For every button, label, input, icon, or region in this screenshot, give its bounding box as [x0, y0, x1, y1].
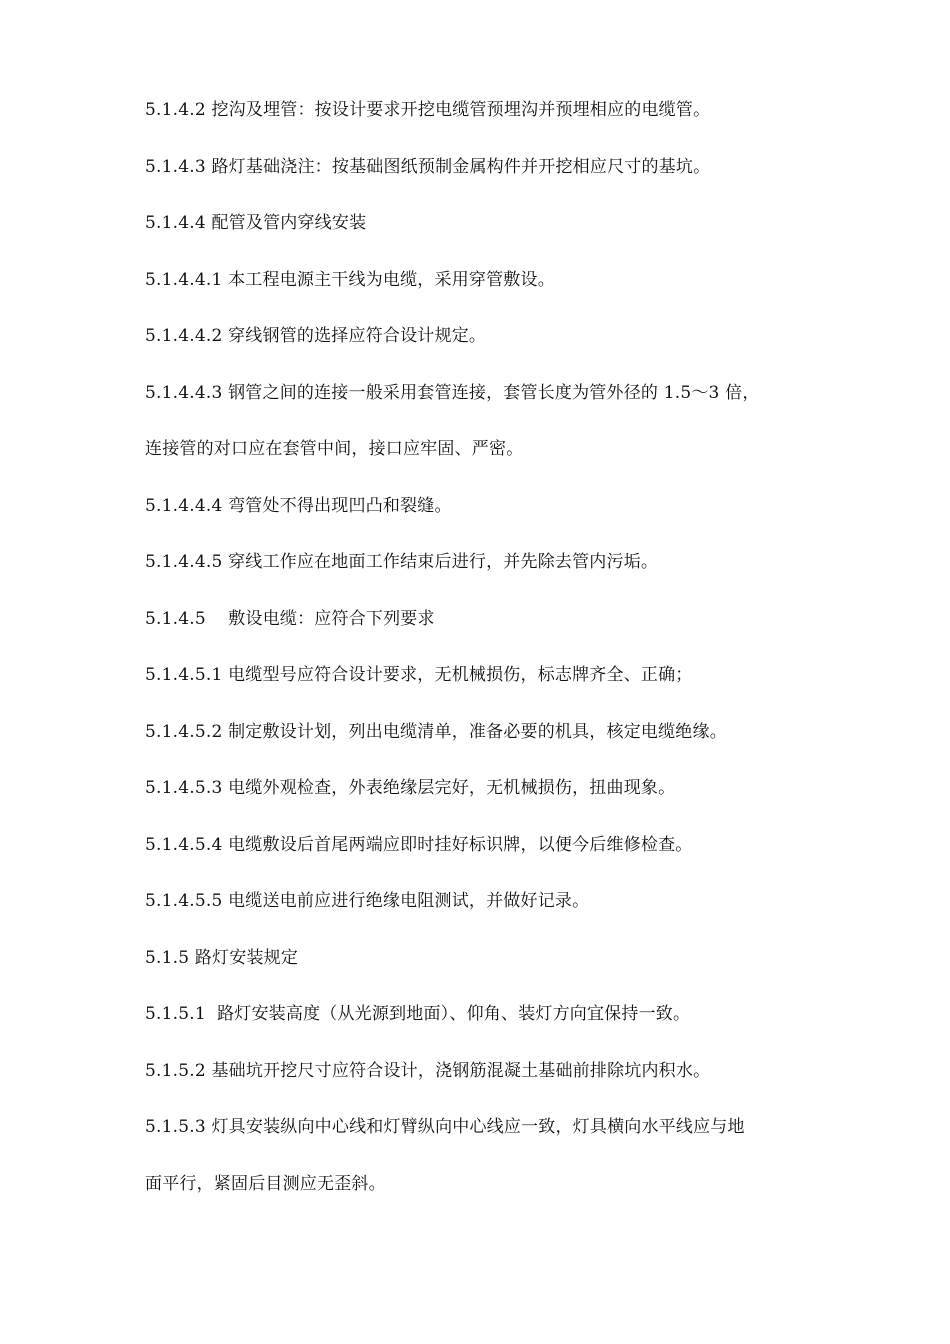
text-line-5-1-4-5-5: 5.1.4.5.5 电缆送电前应进行绝缘电阻测试，并做好记录。: [145, 891, 590, 911]
text-line-5-1-5-1: 5.1.5.1 路灯安装高度（从光源到地面）、仰角、装灯方向宜保持一致。: [145, 1004, 691, 1024]
heading-5-1-5: 5.1.5 路灯安装规定: [145, 947, 299, 968]
document-body: [145, 96, 815, 1226]
text-line-5-1-5-3: 5.1.5.3 灯具安装纵向中心线和灯臂纵向中心线应一致，灯具横向水平线应与地: [145, 1117, 745, 1137]
text-line-5-1-4-3: 5.1.4.3 路灯基础浇注：按基础图纸预制金属构件并开挖相应尺寸的基坑。: [145, 156, 711, 177]
text-line-5-1-4-4-4: 5.1.4.4.4 弯管处不得出现凹凸和裂缝。: [145, 495, 452, 516]
text-line-5-1-4-2: 5.1.4.2 挖沟及埋管：按设计要求开挖电缆管预埋沟并预埋相应的电缆管。: [145, 100, 711, 120]
text-line-5-1-4-4-2: 5.1.4.4.2 穿线钢管的选择应符合设计规定。: [145, 326, 487, 346]
text-line-5-1-4-4-5: 5.1.4.4.5 穿线工作应在地面工作结束后进行，并先除去管内污垢。: [145, 552, 659, 572]
text-line-5-1-4-5-4: 5.1.4.5.4 电缆敷设后首尾两端应即时挂好标识牌，以便今后维修检查。: [145, 834, 693, 855]
text-line-5-1-5-2: 5.1.5.2 基础坑开挖尺寸应符合设计，浇钢筋混凝土基础前排除坑内积水。: [145, 1060, 711, 1081]
text-line-5-1-4-4-3: 5.1.4.4.3 钢管之间的连接一般采用套管连接，套管长度为管外径的 1.5～3 倍，: [145, 382, 760, 403]
heading-5-1-4-5: 5.1.4.5 敷设电缆：应符合下列要求: [145, 608, 435, 629]
text-line-5-1-4-5-2: 5.1.4.5.2 制定敷设计划，列出电缆清单，准备必要的机具，核定电缆绝缘。: [145, 721, 727, 742]
text-line-5-1-4-5-1: 5.1.4.5.1 电缆型号应符合设计要求，无机械损伤，标志牌齐全、正确；: [145, 665, 693, 685]
text-line-5-1-5-3-cont: 面平行，紧固后目测应无歪斜。: [145, 1173, 386, 1194]
text-line-5-1-4-4-1: 5.1.4.4.1 本工程电源主干线为电缆，采用穿管敷设。: [145, 269, 555, 290]
text-line-5-1-4-4-3-cont: 连接管的对口应在套管中间，接口应牢固、严密。: [145, 439, 524, 459]
text-line-5-1-4-5-3: 5.1.4.5.3 电缆外观检查，外表绝缘层完好，无机械损伤，扭曲现象。: [145, 778, 676, 798]
heading-5-1-4-4: 5.1.4.4 配管及管内穿线安装: [145, 213, 367, 233]
